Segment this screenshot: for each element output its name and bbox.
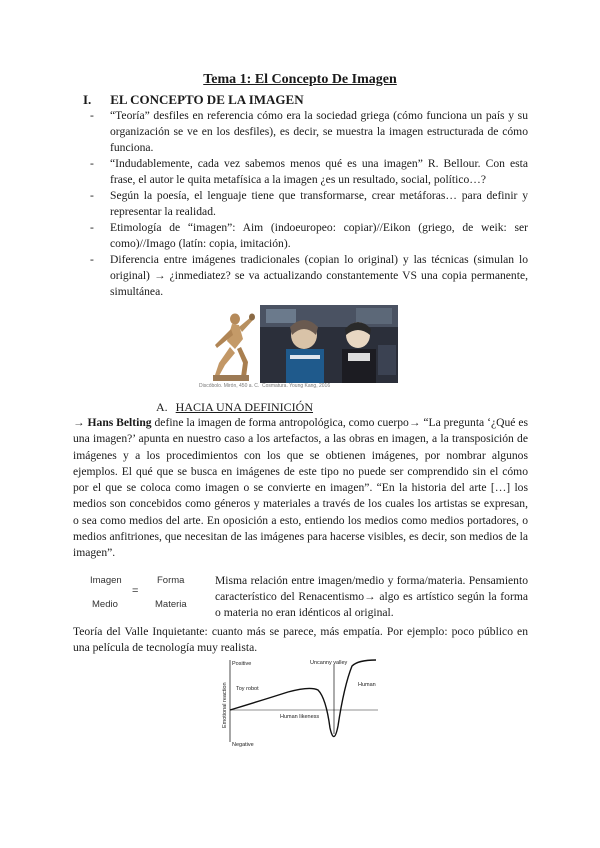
caption-right: Cosmatura. Young Kang, 2016	[262, 383, 331, 389]
bullet-item: - Etimología de “imagen”: Aim (indoeuropeo: copiar)//Eikon (griego, de weik: ser como)//Imago (latín: copia, imitación).	[90, 220, 528, 252]
author-name: Hans Belting	[87, 416, 152, 429]
subsection-letter: A.	[156, 400, 168, 414]
label-toy-robot: Toy robot	[236, 686, 259, 692]
equation-figure	[85, 573, 205, 613]
subsection-heading	[156, 400, 313, 415]
equation-top-right: Forma	[157, 575, 185, 586]
bullet-item: - “Indudablemente, cada vez sabemos menos qué es una imagen” R. Bellour. Con esta frase, el autor le quita metafísica a la imagen ¿es un resultado, social, político…?	[90, 156, 528, 188]
belting-paragraph	[73, 415, 528, 562]
uncanny-valley-graph	[218, 656, 386, 748]
label-y-axis: Emotional reaction	[222, 682, 228, 728]
section-title: EL CONCEPTO DE LA IMAGEN	[110, 92, 304, 107]
label-negative: Negative	[232, 742, 254, 748]
robot-photo-image	[260, 305, 398, 383]
label-uncanny-valley: Uncanny valley	[310, 660, 348, 666]
label-human: Human	[358, 682, 376, 688]
subsection-title: HACIA UNA DEFINICIÓN	[175, 400, 314, 414]
equation-top-left: Imagen	[90, 575, 122, 586]
uncanny-valley-text: Teoría del Valle Inquietante: cuanto más se parece, más empatía. Por ejemplo: poco público en una película de tecnología muy realista.	[73, 625, 528, 654]
label-human-likeness: Human likeness	[280, 714, 320, 720]
discobolus-statue-image	[205, 305, 255, 383]
equation-bottom-right: Materia	[155, 599, 187, 610]
equation-explanation: Misma relación entre imagen/medio y forma/materia. Pensamiento característico del Renacentismo→ algo es artístico según la forma o materia no eran idénticos al original.	[215, 574, 528, 619]
section-heading	[83, 92, 304, 108]
equation-equals: =	[132, 585, 139, 597]
bullet-list	[90, 108, 528, 300]
paragraph-body: define la imagen de forma antropológica, como cuerpo→ “La pregunta ‘¿Qué es una imagen?’ apunta en nuestro caso a los artefactos, a las obras en imagen, a la transposición de imágenes y a los procedimientos con los que se obtienen imágenes, por nombrar algunos ejemplos. El qué que se busca en imágenes de este tipo no puede ser comprendido sin el cómo por el que se coloca como imagen o se convierte en imagen”. “En la historia del arte […] los medios son concebidos como géneros y materiales a través de los cuales los artistas se expresan, o sea como medios del arte. En oposición a esto, entiendo los medios como medios portadores, o medios anfitriones, que necesitan de las imágenes para hacerse visibles, es decir, son medios de la imagen”.	[73, 416, 528, 560]
bullet-item: - Diferencia entre imágenes tradicionales (copian lo original) y las técnicas (simulan lo original) → ¿inmediatez? se va actualizando constantemente VS una copia permanente, simultánea.	[90, 252, 528, 300]
bullet-item: - “Teoría” desfiles en referencia cómo era la sociedad griega (cómo funciona un país y su organización se ve en los desfiles), es decir, se muestra la imagen estructurada de cómo funciona.	[90, 108, 528, 156]
arrow-glyph: →	[73, 416, 85, 429]
response-curve	[230, 660, 376, 737]
page-title: Tema 1: El Concepto De Imagen	[203, 72, 397, 87]
label-positive: Positive	[232, 661, 252, 667]
bullet-item: - Según la poesía, el lenguaje tiene que transformarse, crear metáforas… para definir y representar la realidad.	[90, 188, 528, 220]
section-number: I.	[83, 92, 92, 107]
caption-left: Discóbolo. Mirón, 450 a. C.	[199, 383, 260, 389]
equation-bottom-left: Medio	[92, 599, 118, 610]
